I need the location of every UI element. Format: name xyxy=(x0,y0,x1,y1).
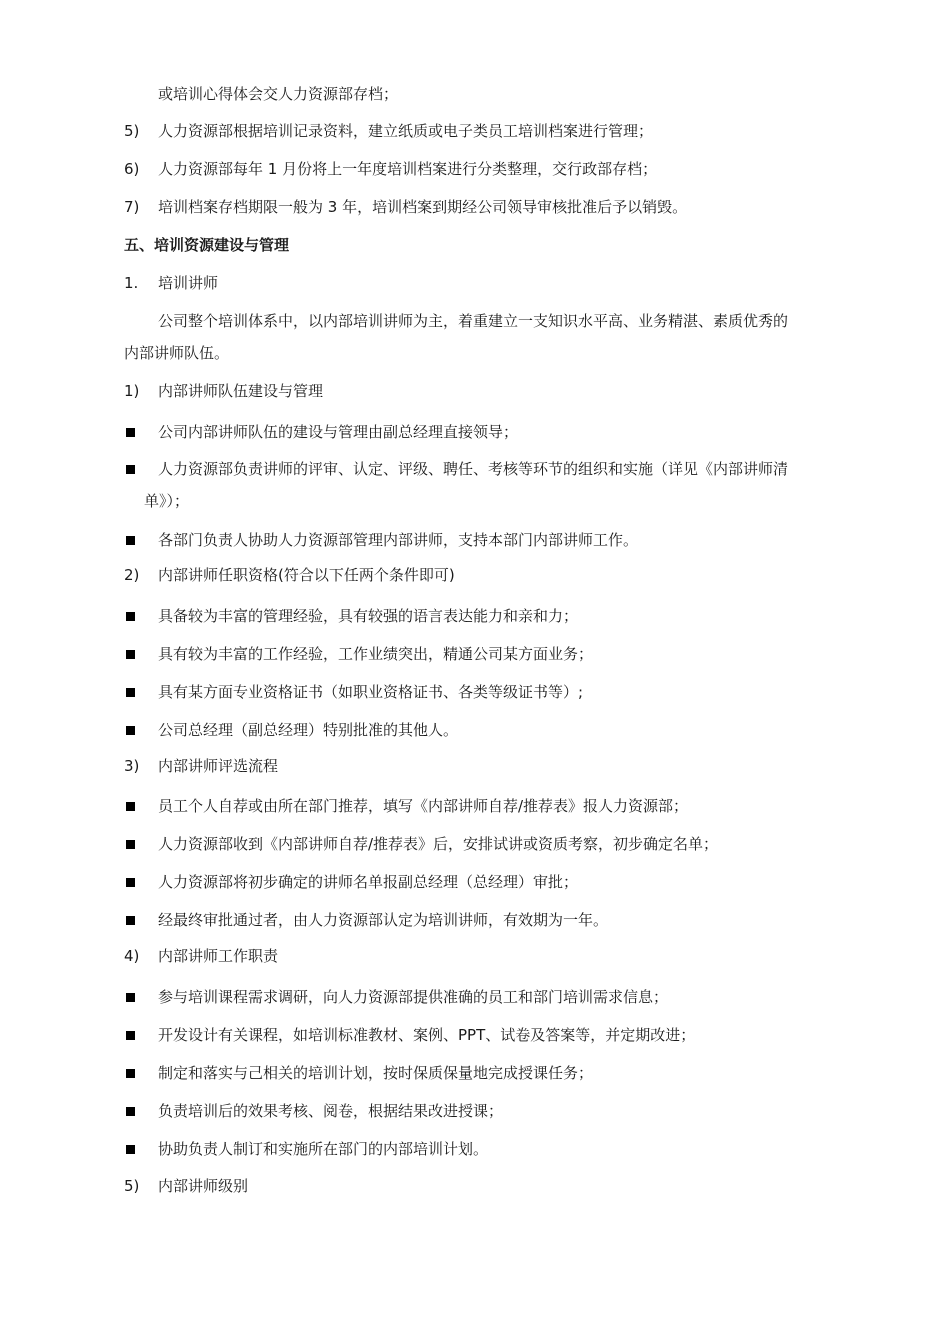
bullet-text: 各部门负责人协助人力资源部管理内部讲师，支持本部门内部讲师工作。 xyxy=(158,531,639,549)
bullet-text: 公司总经理（副总经理）特别批准的其他人。 xyxy=(158,721,459,739)
bullet-item xyxy=(124,453,868,517)
square-bullet-icon xyxy=(126,726,135,735)
paragraph-line: 内部讲师队伍。 xyxy=(124,344,230,362)
bullet-text: 员工个人自荐或由所在部门推荐，填写《内部讲师自荐/推荐表》报人力资源部； xyxy=(158,797,689,815)
square-bullet-icon xyxy=(126,878,135,887)
item-number: 4) xyxy=(124,947,140,965)
bullet-text: 经最终审批通过者，由人力资源部认定为培训讲师，有效期为一年。 xyxy=(158,911,609,929)
square-bullet-icon xyxy=(126,688,135,697)
bullet-text: 协助负责人制订和实施所在部门的内部培训计划。 xyxy=(158,1140,489,1158)
square-bullet-icon xyxy=(126,1031,135,1040)
item-number: 1. xyxy=(124,274,139,292)
square-bullet-icon xyxy=(126,465,135,474)
square-bullet-icon xyxy=(126,428,135,437)
square-bullet-icon xyxy=(126,1145,135,1154)
item-text: 内部讲师队伍建设与管理 xyxy=(158,382,324,400)
item-number: 5) xyxy=(124,122,140,140)
square-bullet-icon xyxy=(126,1069,135,1078)
item-text: 人力资源部根据培训记录资料，建立纸质或电子类员工培训档案进行管理； xyxy=(158,122,654,140)
square-bullet-icon xyxy=(126,1107,135,1116)
bullet-text: 具备较为丰富的管理经验，具有较强的语言表达能力和亲和力； xyxy=(158,607,579,625)
bullet-text: 开发设计有关课程，如培训标准教材、案例、PPT、试卷及答案等，并定期改进； xyxy=(158,1026,696,1044)
bullet-text: 人力资源部收到《内部讲师自荐/推荐表》后，安排试讲或资质考察，初步确定名单； xyxy=(158,835,719,853)
square-bullet-icon xyxy=(126,840,135,849)
square-bullet-icon xyxy=(126,993,135,1002)
square-bullet-icon xyxy=(126,916,135,925)
item-text: 人力资源部每年 1 月份将上一年度培训档案进行分类整理，交行政部存档； xyxy=(158,160,658,178)
square-bullet-icon xyxy=(126,802,135,811)
item-text: 内部讲师评选流程 xyxy=(158,757,279,775)
bullet-text: 负责培训后的效果考核、阅卷，根据结果改进授课； xyxy=(158,1102,504,1120)
item-number: 1) xyxy=(124,382,140,400)
item-number: 5) xyxy=(124,1177,140,1195)
item-number: 2) xyxy=(124,566,140,584)
bullet-text-continued: 单》）； xyxy=(144,492,190,510)
item-text: 内部讲师级别 xyxy=(158,1177,249,1195)
bullet-text: 参与培训课程需求调研，向人力资源部提供准确的员工和部门培训需求信息； xyxy=(158,988,669,1006)
bullet-text: 具有某方面专业资格证书（如职业资格证书、各类等级证书等）; xyxy=(158,683,584,701)
item-text: 内部讲师任职资格(符合以下任两个条件即可) xyxy=(158,566,455,584)
item-text: 培训讲师 xyxy=(158,274,219,292)
bullet-text: 公司内部讲师队伍的建设与管理由副总经理直接领导； xyxy=(158,423,519,441)
item-number: 6) xyxy=(124,160,140,178)
item-text: 培训档案存档期限一般为 3 年，培训档案到期经公司领导审核批准后予以销毁。 xyxy=(158,198,688,216)
bullet-text: 人力资源部负责讲师的评审、认定、评级、聘任、考核等环节的组织和实施（详见《内部讲师清 xyxy=(158,460,789,478)
bullet-text: 制定和落实与己相关的培训计划，按时保质保量地完成授课任务； xyxy=(158,1064,594,1082)
paragraph xyxy=(124,305,868,369)
item-number: 3) xyxy=(124,757,140,775)
paragraph-line: 公司整个培训体系中，以内部培训讲师为主，着重建立一支知识水平高、业务精湛、素质优秀的 xyxy=(158,312,789,330)
item-text: 内部讲师工作职责 xyxy=(158,947,279,965)
square-bullet-icon xyxy=(126,536,135,545)
line-text: 或培训心得体会交人力资源部存档； xyxy=(158,85,399,103)
square-bullet-icon xyxy=(126,650,135,659)
bullet-text: 人力资源部将初步确定的讲师名单报副总经理（总经理）审批； xyxy=(158,873,579,891)
bullet-text: 具有较为丰富的工作经验，工作业绩突出，精通公司某方面业务； xyxy=(158,645,594,663)
item-number: 7) xyxy=(124,198,140,216)
section-heading: 五、培训资源建设与管理 xyxy=(124,236,290,254)
square-bullet-icon xyxy=(126,612,135,621)
